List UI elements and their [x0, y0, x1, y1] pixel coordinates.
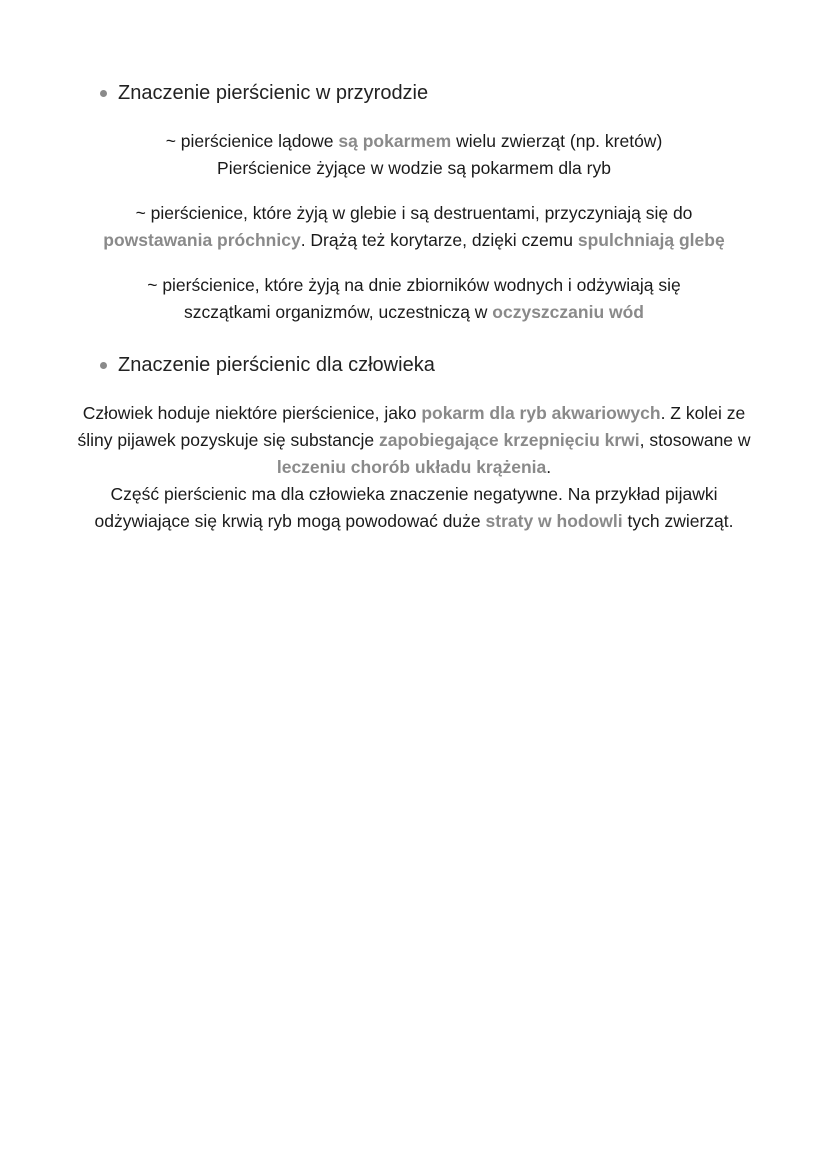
- bullet-icon: [100, 90, 107, 97]
- highlight-text: spulchniają glebę: [577, 230, 725, 250]
- paragraph-water-worms: [40, 272, 788, 326]
- text: Człowiek hoduje niektóre pierścienice, jako: [82, 403, 422, 423]
- text: szczątkami organizmów, uczestniczą w: [183, 302, 493, 322]
- text: .: [546, 457, 552, 477]
- highlight-text: oczyszczaniu wód: [492, 302, 644, 322]
- highlight-text: straty w hodowli: [485, 511, 623, 531]
- paragraph-negative-impact: [66, 481, 762, 535]
- highlight-text: leczeniu chorób układu krążenia: [276, 457, 547, 477]
- text: Część pierścienic ma dla człowieka znaczenie negatywne. Na przykład pijawki odżywiające się krwią ryb mogą powodować duże: [94, 484, 718, 531]
- bullet-icon: [100, 362, 107, 369]
- text: ~ pierścienice, które żyją w glebie i są destruentami, przyczyniają się do: [135, 203, 693, 223]
- highlight-text: pokarm dla ryb akwariowych: [421, 403, 661, 423]
- section-heading-human: [100, 354, 435, 377]
- heading-text: Znaczenie pierścienic w przyrodzie: [118, 82, 429, 104]
- paragraph-human-use: [72, 400, 756, 481]
- text: . Drążą też korytarze, dzięki czemu: [300, 230, 578, 250]
- text: . Z kolei ze śliny pijawek pozyskuje się substancje: [77, 403, 746, 450]
- text: tych zwierząt.: [622, 511, 734, 531]
- heading-text: Znaczenie pierścienic dla człowieka: [118, 354, 435, 376]
- text: wielu zwierząt (np. kretów): [451, 131, 663, 151]
- section-heading-nature: [100, 82, 428, 105]
- highlight-text: są pokarmem: [338, 131, 452, 151]
- highlight-text: powstawania próchnicy: [103, 230, 301, 250]
- text: ~ pierścienice lądowe: [165, 131, 339, 151]
- paragraph-soil-worms: [40, 200, 788, 254]
- paragraph-land-worms: [40, 128, 788, 182]
- text: , stosowane w: [639, 430, 751, 450]
- text: Pierścienice żyjące w wodzie są pokarmem dla ryb: [217, 158, 611, 178]
- text: ~ pierścienice, które żyją na dnie zbiorników wodnych i odżywiają się: [147, 275, 681, 295]
- highlight-text: zapobiegające krzepnięciu krwi: [379, 430, 640, 450]
